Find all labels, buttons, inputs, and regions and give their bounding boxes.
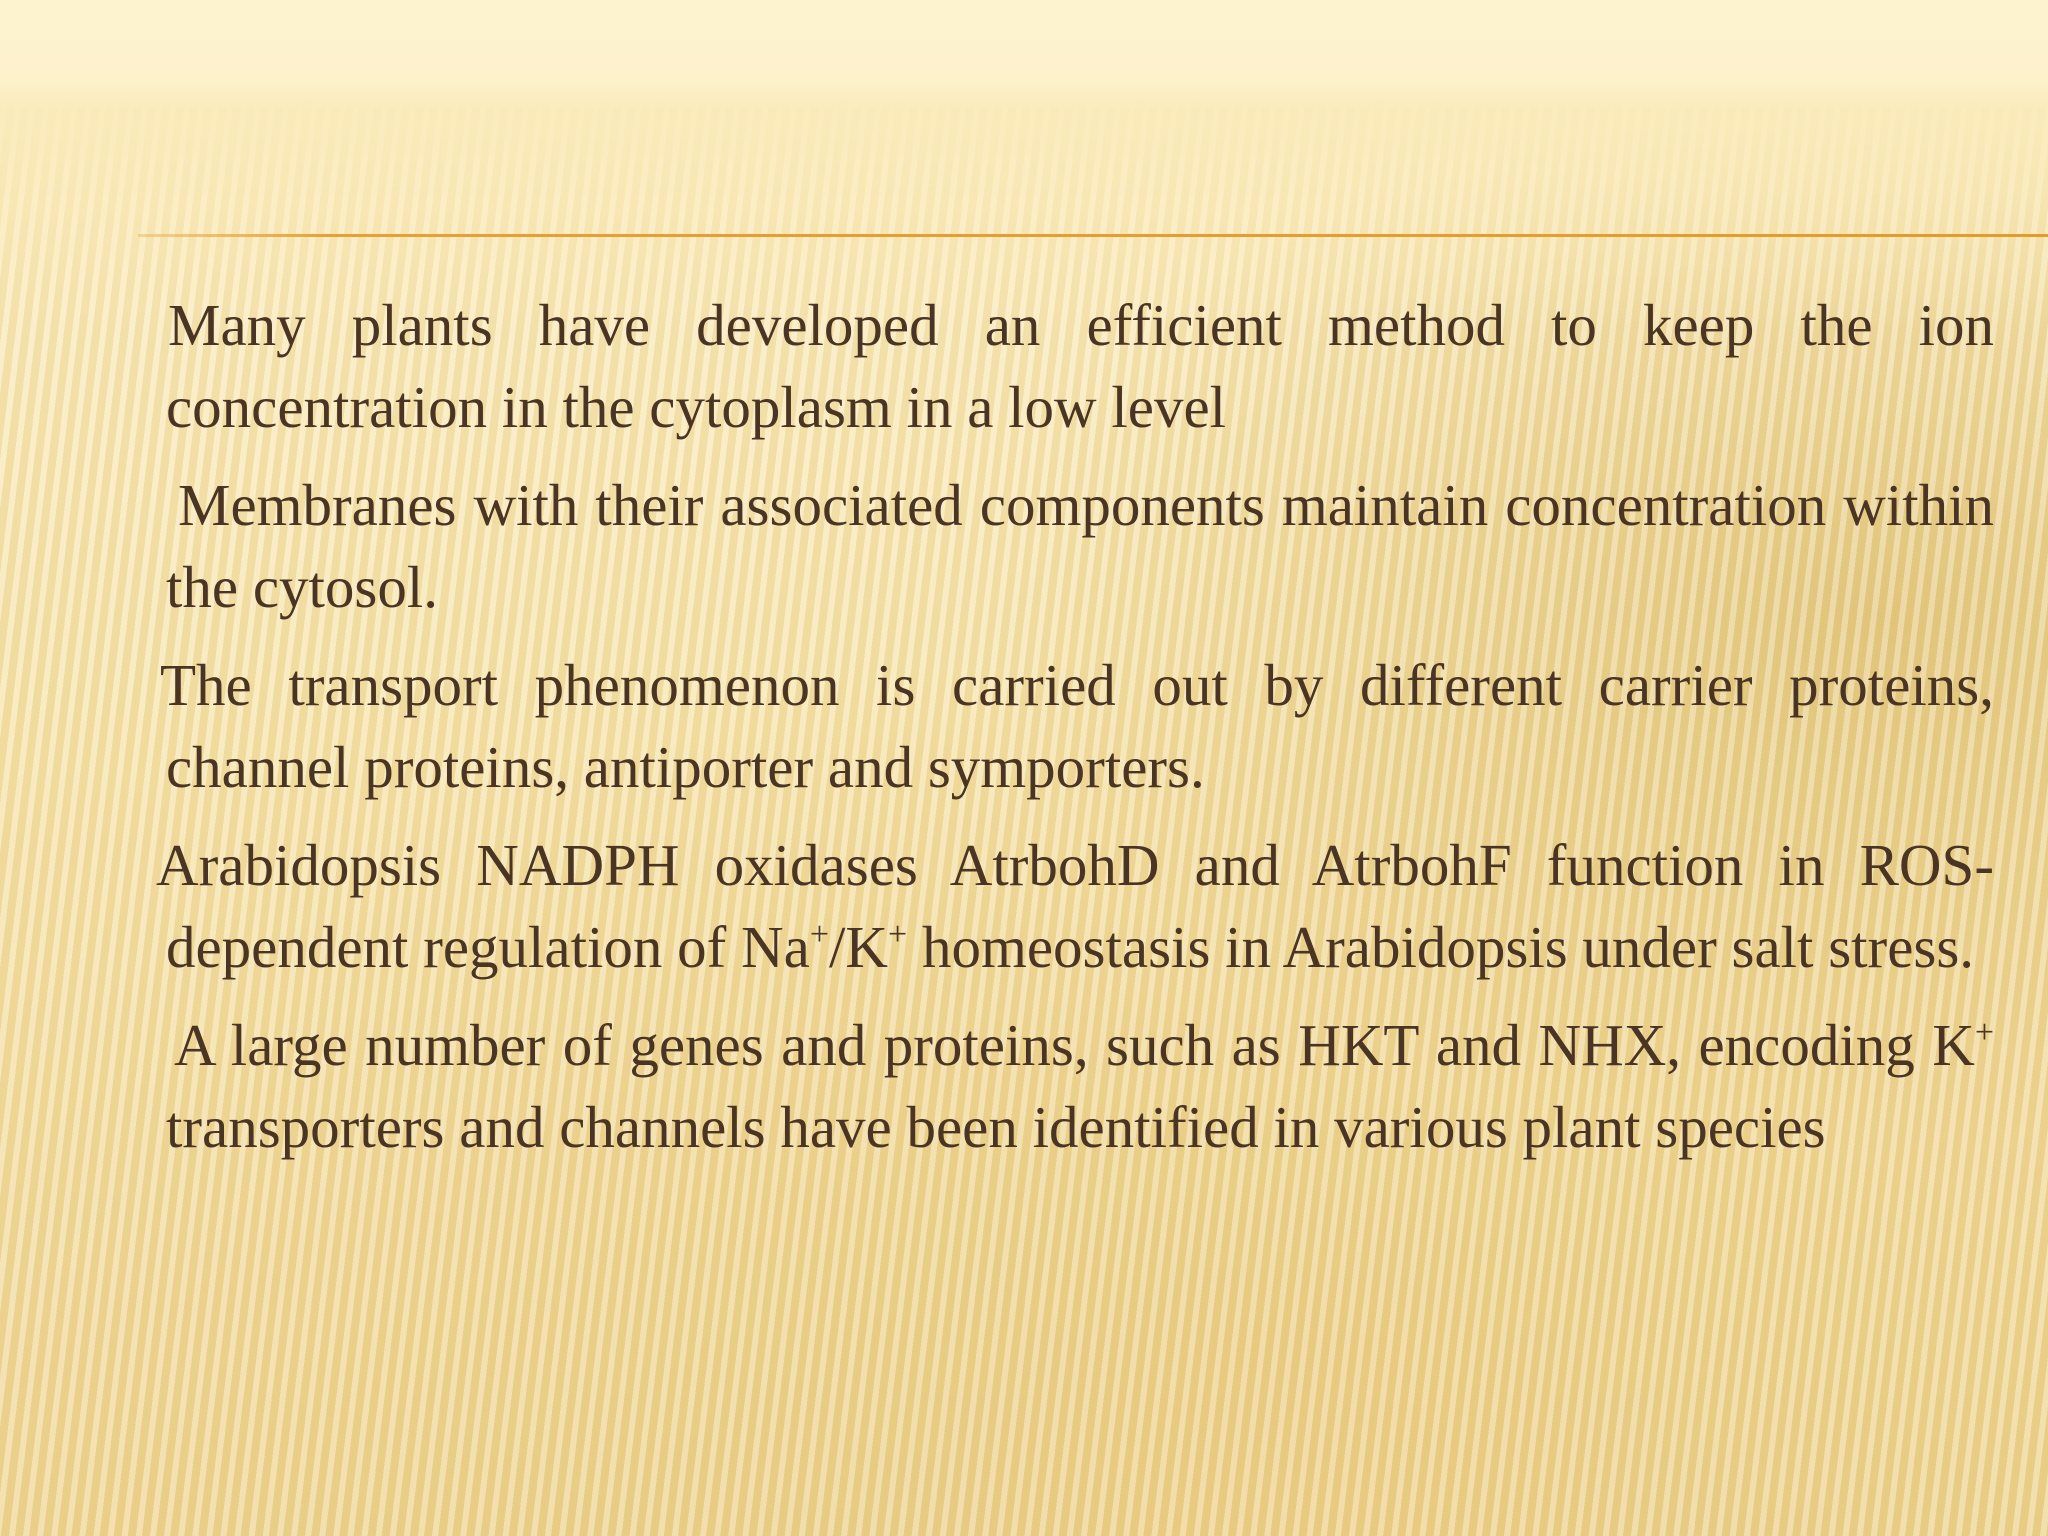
potassium-charge-superscript: + [1974, 1014, 1994, 1051]
paragraph-3: The transport phenomenon is carried out by different carrier proteins, channel proteins, antiporter and symporters. [160, 652, 1994, 800]
paragraph-4-text-a: Arabidopsis NADPH oxidases AtrbohD and AtrbohF function in ROS-dependent regulation of Na [156, 832, 1994, 980]
sodium-charge-superscript: + [809, 916, 830, 953]
paragraph-5-text-a: A large number of genes and proteins, such as HKT and NHX, encoding K [174, 1012, 1975, 1078]
paragraph-2: Membranes with their associated components maintain concentration within the cytosol. [166, 472, 1994, 620]
paragraph-5 [164, 1004, 1994, 1168]
slide-body [156, 284, 1994, 1184]
paragraph-4-text-b: /K [829, 914, 889, 980]
paragraph-1: Many plants have developed an efficient method to keep the ion concentration in the cytoplasm in a low level [166, 292, 1994, 440]
potassium-charge-superscript: + [888, 916, 908, 953]
title-divider-line [138, 234, 2048, 237]
paragraph-4-text-c: homeostasis in Arabidopsis under salt stress. [907, 914, 1975, 980]
slide-top-band [0, 0, 2048, 110]
paragraph-4 [156, 824, 1994, 988]
paragraph-5-text-b: transporters and channels have been identified in various plant species [166, 1094, 1826, 1160]
